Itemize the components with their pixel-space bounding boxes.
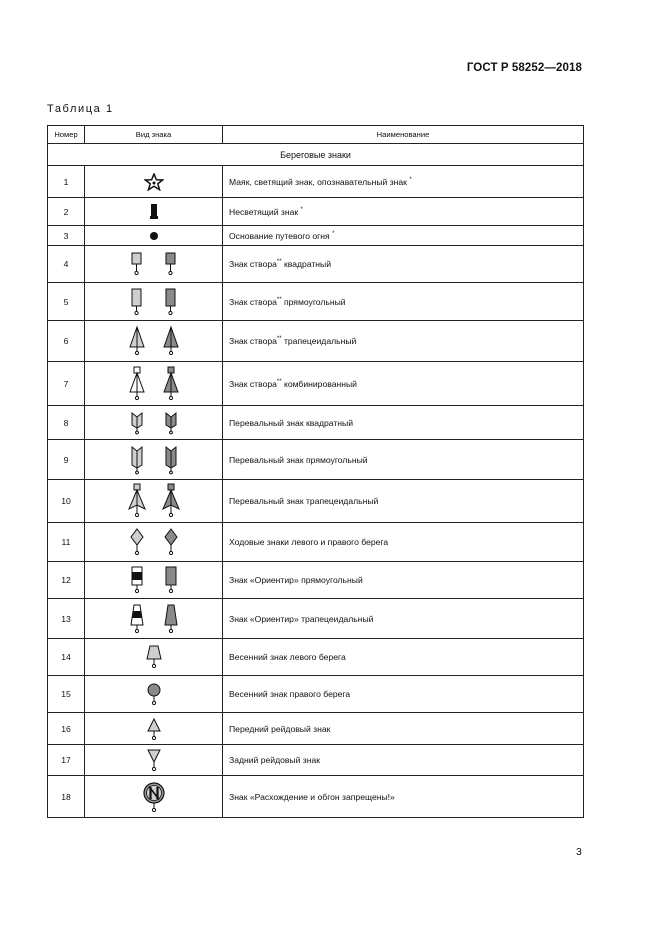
sign-name: Знак створа** комбинированный	[223, 362, 584, 406]
row-number: 14	[48, 639, 85, 676]
row-number: 4	[48, 246, 85, 283]
no-passing-icon	[141, 781, 167, 813]
trapezoidal-leading-mark-icon	[124, 325, 184, 357]
sign-name: Ходовые знаки левого и правого берега	[223, 523, 584, 562]
table-row	[48, 362, 584, 406]
spring-left-bank-icon	[144, 644, 164, 670]
sign-cell	[85, 676, 223, 713]
row-number: 11	[48, 523, 85, 562]
sign-cell	[85, 283, 223, 321]
sign-cell	[85, 480, 223, 523]
row-number: 13	[48, 599, 85, 639]
sign-name: Перевальный знак трапецеидальный	[223, 480, 584, 523]
table-row	[48, 676, 584, 713]
standard-designation: ГОСТ Р 58252—2018	[466, 62, 582, 74]
sign-name: Знак «Расхождение и обгон запрещены!»	[223, 776, 584, 818]
table-row	[48, 166, 584, 198]
table-row	[48, 321, 584, 362]
section-title: Береговые знаки	[48, 144, 584, 166]
sign-cell	[85, 639, 223, 676]
column-header-number: Номер	[48, 126, 85, 144]
table-row	[48, 639, 584, 676]
rectangular-leading-mark-icon	[124, 287, 184, 317]
front-roadstead-icon	[144, 717, 164, 741]
table-caption: Таблица 1	[47, 103, 114, 115]
trapezoidal-crossing-mark-icon	[124, 483, 184, 519]
column-header-sign: Вид знака	[85, 126, 223, 144]
column-header-name: Наименование	[223, 126, 584, 144]
sign-name: Знак «Ориентир» прямоугольный	[223, 562, 584, 599]
row-number: 10	[48, 480, 85, 523]
spring-right-bank-icon	[144, 681, 164, 707]
sign-cell	[85, 523, 223, 562]
rear-roadstead-icon	[144, 748, 164, 772]
table-row	[48, 562, 584, 599]
row-number: 5	[48, 283, 85, 321]
sign-cell	[85, 166, 223, 198]
star-icon	[144, 173, 164, 191]
sign-cell	[85, 198, 223, 226]
sign-name: Весенний знак левого берега	[223, 639, 584, 676]
table-header-row	[48, 126, 584, 144]
sign-name: Знак створа** прямоугольный	[223, 283, 584, 321]
sign-name: Задний рейдовый знак	[223, 745, 584, 776]
row-number: 15	[48, 676, 85, 713]
sign-cell	[85, 226, 223, 246]
sign-cell	[85, 246, 223, 283]
section-row	[48, 144, 584, 166]
sign-cell	[85, 776, 223, 818]
sign-cell	[85, 599, 223, 639]
sign-name: Маяк, светящий знак, опознавательный знак *	[223, 166, 584, 198]
sign-cell	[85, 406, 223, 440]
square-crossing-mark-icon	[124, 411, 184, 435]
sign-name: Основание путевого огня *	[223, 226, 584, 246]
sign-cell	[85, 440, 223, 480]
sign-name: Весенний знак правого берега	[223, 676, 584, 713]
row-number: 18	[48, 776, 85, 818]
table-row	[48, 198, 584, 226]
row-number: 16	[48, 713, 85, 745]
table-row	[48, 523, 584, 562]
sign-cell	[85, 562, 223, 599]
signs-table	[47, 125, 584, 818]
sign-cell	[85, 713, 223, 745]
sign-name: Перевальный знак прямоугольный	[223, 440, 584, 480]
sign-name: Перевальный знак квадратный	[223, 406, 584, 440]
row-number: 6	[48, 321, 85, 362]
table-row	[48, 776, 584, 818]
combined-leading-mark-icon	[124, 366, 184, 402]
table-row	[48, 480, 584, 523]
rectangular-landmark-icon	[124, 565, 184, 595]
table-row	[48, 745, 584, 776]
row-number: 8	[48, 406, 85, 440]
sign-name: Знак створа** квадратный	[223, 246, 584, 283]
table-row	[48, 283, 584, 321]
page-number: 3	[576, 846, 582, 858]
sign-name: Знак «Ориентир» трапецеидальный	[223, 599, 584, 639]
sign-cell	[85, 745, 223, 776]
unlit-mark-icon	[147, 202, 161, 222]
diamond-channel-mark-icon	[124, 527, 184, 557]
sign-cell	[85, 321, 223, 362]
row-number: 2	[48, 198, 85, 226]
row-number: 17	[48, 745, 85, 776]
dot-icon	[148, 230, 160, 242]
table-row	[48, 246, 584, 283]
row-number: 3	[48, 226, 85, 246]
row-number: 1	[48, 166, 85, 198]
square-leading-mark-icon	[124, 251, 184, 277]
rectangular-crossing-mark-icon	[124, 445, 184, 475]
sign-name: Несветящий знак *	[223, 198, 584, 226]
table-row	[48, 713, 584, 745]
trapezoidal-landmark-icon	[124, 603, 184, 635]
sign-name: Знак створа** трапецеидальный	[223, 321, 584, 362]
table-row	[48, 440, 584, 480]
row-number: 12	[48, 562, 85, 599]
sign-cell	[85, 362, 223, 406]
table-row	[48, 406, 584, 440]
row-number: 7	[48, 362, 85, 406]
row-number: 9	[48, 440, 85, 480]
table-row	[48, 599, 584, 639]
table-row	[48, 226, 584, 246]
sign-name: Передний рейдовый знак	[223, 713, 584, 745]
